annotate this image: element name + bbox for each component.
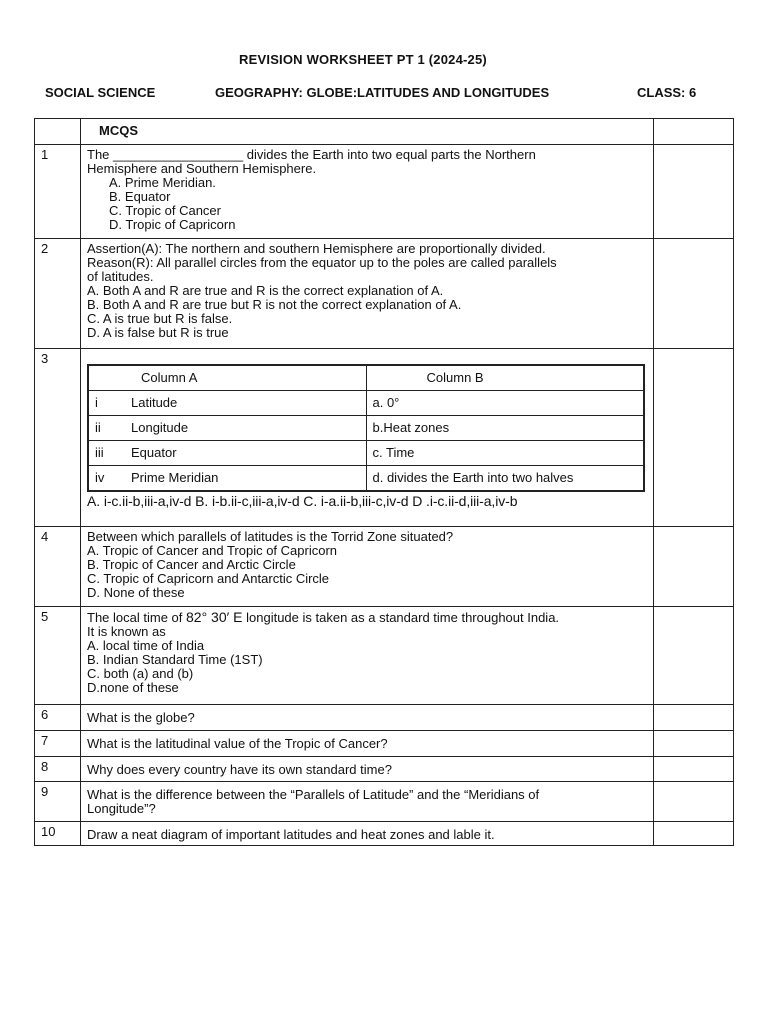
option: C. Tropic of Cancer (109, 203, 221, 218)
match-row (88, 416, 644, 441)
empty-cell (35, 119, 81, 145)
match-cell-a (88, 416, 366, 441)
match-options: A. i-c.ii-b,iii-a,iv-d B. i-b.ii-c,iii-a,iv-d C. i-a.ii-b,iii-c,iv-d D .i-c.ii-d,iii-a,iv-b (87, 493, 518, 509)
text-fragment: The local time of (87, 610, 186, 625)
question-row-5 (35, 607, 734, 705)
question-text: Why does every country have its own standard time? (81, 757, 654, 782)
question-row-2 (35, 239, 734, 349)
class-label: CLASS: 6 (637, 85, 697, 100)
text-fragment: longitude is taken as a standard time throughout India. (242, 610, 560, 625)
question-text: Hemisphere and Southern Hemisphere. (87, 161, 317, 176)
roman-numeral: iii (95, 445, 104, 460)
question-body (81, 607, 654, 705)
question-row-1 (35, 145, 734, 239)
question-body (81, 239, 654, 349)
topic-label: GEOGRAPHY: GLOBE:LATITUDES AND LONGITUDES (215, 85, 550, 100)
empty-cell (654, 349, 734, 527)
question-row-10 (35, 822, 734, 846)
column-b-header: Column B (366, 365, 644, 391)
match-row (88, 391, 644, 416)
question-body (81, 782, 654, 822)
worksheet-title: REVISION WORKSHEET PT 1 (2024-25) (239, 52, 487, 67)
question-number: 10 (35, 822, 81, 846)
term: Prime Meridian (131, 470, 219, 485)
option: D. Tropic of Capricorn (109, 217, 236, 232)
question-text: Longitude”? (87, 801, 156, 816)
empty-cell (654, 822, 734, 846)
question-body (81, 349, 654, 527)
question-number: 2 (35, 239, 81, 349)
question-line: Assertion(A): The northern and southern Hemisphere are proportionally divided. (87, 241, 546, 256)
term: Equator (131, 445, 177, 460)
option: D. None of these (87, 585, 185, 600)
empty-cell (654, 145, 734, 239)
question-text: What is the globe? (81, 705, 654, 731)
question-line: It is known as (87, 624, 166, 639)
empty-cell (654, 731, 734, 757)
question-row-4 (35, 527, 734, 607)
option: B. Tropic of Cancer and Arctic Circle (87, 557, 296, 572)
question-body (81, 145, 654, 239)
match-cell-b: a. 0° (366, 391, 644, 416)
option: D. A is false but R is true (87, 325, 229, 340)
section-header-row (35, 119, 734, 145)
empty-cell (654, 607, 734, 705)
section-header: MCQS (81, 119, 654, 145)
roman-numeral: ii (95, 420, 101, 435)
option: C. A is true but R is false. (87, 311, 233, 326)
match-row (88, 441, 644, 466)
match-header-row (88, 365, 644, 391)
question-text: Draw a neat diagram of important latitudes and heat zones and lable it. (81, 822, 654, 846)
option: D.none of these (87, 680, 179, 695)
subject-label: SOCIAL SCIENCE (45, 85, 156, 100)
empty-cell (654, 782, 734, 822)
empty-cell (654, 757, 734, 782)
question-row-6 (35, 705, 734, 731)
option: B. Equator (109, 189, 171, 204)
question-number: 8 (35, 757, 81, 782)
match-cell-b: d. divides the Earth into two halves (366, 466, 644, 492)
longitude-value: 82° 30′ E (186, 609, 243, 625)
question-number: 6 (35, 705, 81, 731)
match-table (87, 364, 645, 492)
question-row-7 (35, 731, 734, 757)
question-text: The __________________ divides the Earth into two equal parts the Northern (87, 147, 536, 162)
empty-cell (654, 239, 734, 349)
question-text: Between which parallels of latitudes is the Torrid Zone situated? (87, 529, 454, 544)
question-text: What is the latitudinal value of the Tropic of Cancer? (81, 731, 654, 757)
match-cell-a (88, 441, 366, 466)
match-cell-a (88, 391, 366, 416)
question-body (81, 527, 654, 607)
question-row-8 (35, 757, 734, 782)
questions-table (34, 118, 734, 846)
question-line: of latitudes. (87, 269, 154, 284)
column-a-header: Column A (88, 365, 366, 391)
match-cell-a (88, 466, 366, 492)
question-text (87, 610, 647, 625)
question-text: What is the difference between the “Parallels of Latitude” and the “Meridians of (87, 787, 540, 802)
roman-numeral: i (95, 395, 98, 410)
question-number: 1 (35, 145, 81, 239)
option: B. Both A and R are true but R is not the correct explanation of A. (87, 297, 462, 312)
question-line: Reason(R): All parallel circles from the equator up to the poles are called parallels (87, 255, 557, 270)
question-number: 3 (35, 349, 81, 527)
match-cell-b: c. Time (366, 441, 644, 466)
option: C. Tropic of Capricorn and Antarctic Circle (87, 571, 330, 586)
empty-cell (654, 119, 734, 145)
question-row-9 (35, 782, 734, 822)
empty-cell (654, 705, 734, 731)
match-row (88, 466, 644, 492)
term: Longitude (131, 420, 189, 435)
option: A. Tropic of Cancer and Tropic of Capricorn (87, 543, 338, 558)
empty-cell (654, 527, 734, 607)
option: C. both (a) and (b) (87, 666, 194, 681)
option: A. Prime Meridian. (109, 175, 216, 190)
term: Latitude (131, 395, 178, 410)
match-cell-b: b.Heat zones (366, 416, 644, 441)
question-number: 5 (35, 607, 81, 705)
question-row-3 (35, 349, 734, 527)
option: A. Both A and R are true and R is the correct explanation of A. (87, 283, 444, 298)
question-number: 4 (35, 527, 81, 607)
option: B. Indian Standard Time (1ST) (87, 652, 263, 667)
option: A. local time of India (87, 638, 205, 653)
roman-numeral: iv (95, 470, 105, 485)
question-number: 9 (35, 782, 81, 822)
question-number: 7 (35, 731, 81, 757)
